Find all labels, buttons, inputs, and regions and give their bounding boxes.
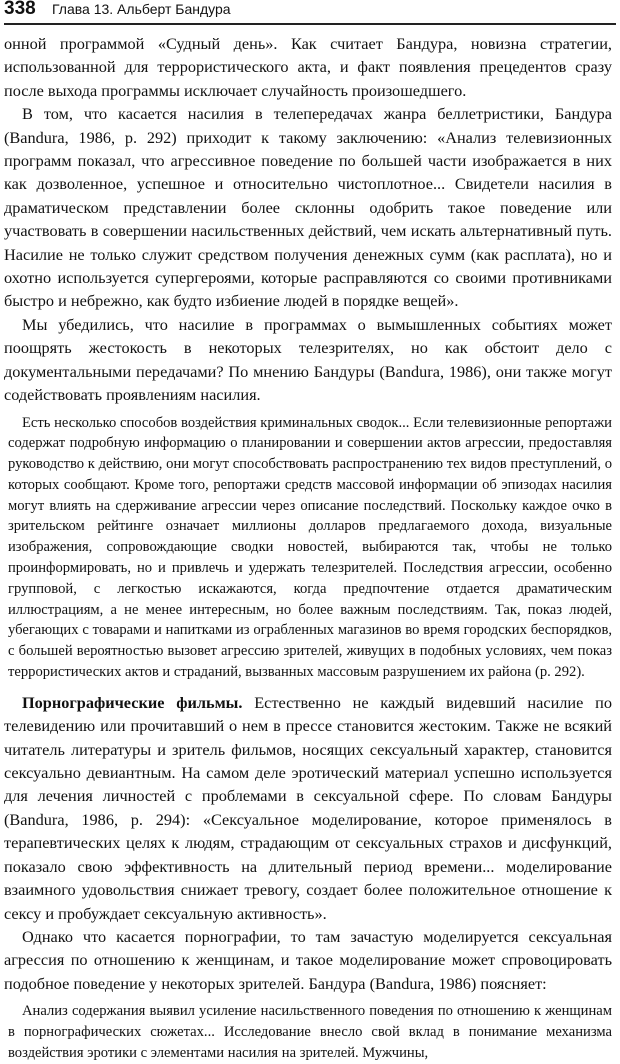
running-header [4,0,616,22]
page-body [4,32,612,1064]
paragraph-4-text: Естественно не каждый видевший насилие по телевидению или прочитавший о нем в прессе становится жестоким. Также не всякий читатель литературы и зритель фильмов, носящих сексуальный характер, становится сексуально девиантным. На самом деле эротический материал успешно используется для лечения личностей с проблемами в сексуальной сфере. По словам Бандуры (Bandura, 1986, p. 294): «Сексуальное моделирование, которое применялось в терапевтических целях к людям, страдающим от сексуальных страхов и дисфункций, показало свою эффективность на длительный период времени... моделирование взаимного удовольствия снижает тревогу, создает более положительное отношение к сексу и пробуждает сексуальную активность». [4,692,612,923]
header-rule [4,23,616,25]
paragraph-1: онной программой «Судный день». Как считает Бандура, новизна стратегии, использованной для террористического акта, и факт появления прецедентов сразу после выхода программы исключает случайность произошедшего. [4,34,612,100]
page-number: 338 [4,0,36,19]
section-run-in-heading: Порнографические фильмы. [22,692,243,712]
paragraph-5: Однако что касается порнографии, то там зачастую моделируется сексуальная агрессия по отношению к женщинам, и такое моделирование может спровоцировать подобное поведение у некоторых зрителей. Бандура (Bandura, 1986) поясняет: [4,926,612,993]
block-quote-2: Анализ содержания выявил усиление насильственного поведения по отношению к женщинам в порнографических сюжетах... Исследование внесло свой вклад в понимание механизма воздействия эротики с элементами насилия на зрителей. Мужчины, [8,1003,612,1061]
paragraph-2: В том, что касается насилия в телепередачах жанра беллетристики, Бандура (Bandura, 1986, p. 292) приходит к такому заключению: «Анализ телевизионных программ показал, что агрессивное поведение по большей части изображается в них как дозволенное, успешное и относительно чистоплотное... Свидетели насилия в драматическом представлении более склонны одобрить такое поведение или участвовать в совершении насильственных действий, чем искать альтернативный путь. Насилие не только служит средством получения денежных сумм (как расплата), но и охотно используется супергероями, которые расправляются со своими противниками быстро и небрежно, как будто избиение людей в порядке вещей». [4,104,612,311]
paragraph-3: Мы убедились, что насилие в программах о вымышленных событиях может поощрять жестокость в некоторых телезрителях, но как обстоит дело с документальными передачами? По мнению Бандуры (Bandura, 1986), они также могут содействовать проявлениям насилия. [4,314,612,405]
chapter-title: Глава 13. Альберт Бандура [52,1,231,17]
block-quote-1: Есть несколько способов воздействия криминальных сводок... Если телевизионные репортажи содержат подробную информацию о планировании и совершении актов агрессии, предоставляя руководство к действию, они могут способствовать распространению тех видов преступлений, о которых сообщают. Кроме того, репортажи средств массовой информации об эпизодах насилия могут влиять на сдерживание агрессии через описание последствий. Поскольку каждое очко в зрительском рейтинге означает миллионы долларов предлагаемого дохода, визуальные изображения, сопровождающие сводки новостей, выбираются так, чтобы не только проинформировать, но и привлечь и удержать телезрителей. Последствия агрессии, особенно групповой, с легкостью искажаются, когда предпочтение отдается драматическим иллюстрациям, а не менее интересным, но более важным последствиям. Так, показ людей, убегающих с товарами и напитками из ограбленных магазинов во время городских беспорядков, с большей вероятностью вызовет агрессию зрителей, живущих в подобных условиях, чем показ террористических актов и страданий, вызванных массовым разрушением их района (p. 292). [8,414,612,681]
paragraph-4 [4,691,612,925]
